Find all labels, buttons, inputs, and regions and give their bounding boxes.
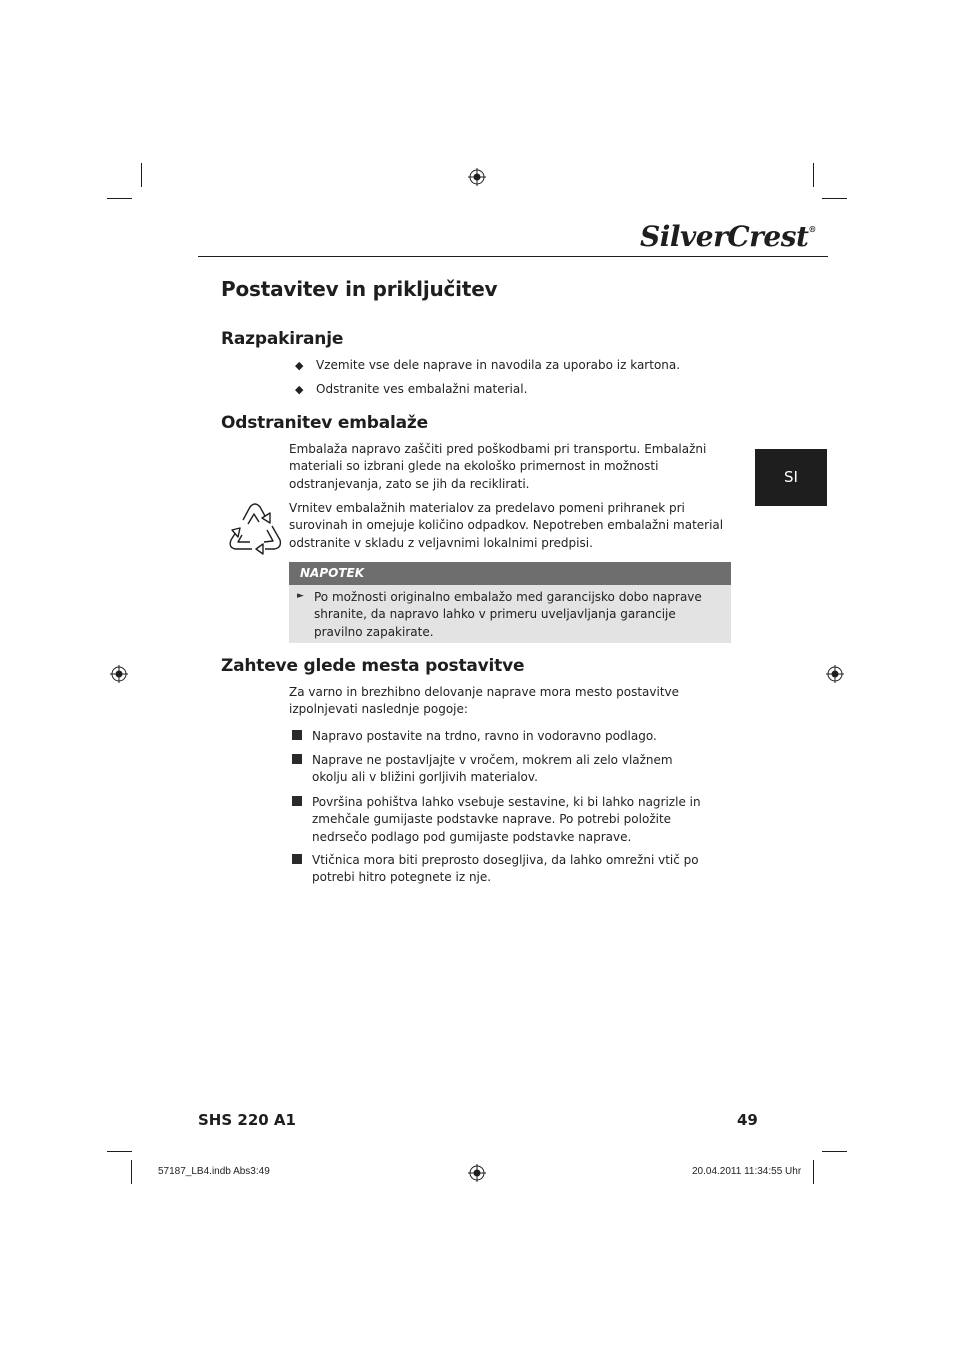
heading-unpacking: Razpakiranje [221,329,344,349]
arrow-bullet-icon: ► [297,591,304,601]
note-box [289,585,731,643]
crop-mark [131,1160,132,1184]
crop-mark [822,198,847,199]
crop-mark [813,1160,814,1184]
crop-mark [107,1151,132,1152]
square-bullet-icon [292,754,302,764]
recycle-icon [226,500,284,556]
diamond-bullet-icon: ◆ [295,383,304,396]
crop-mark [141,163,142,187]
diamond-bullet-icon: ◆ [295,359,304,372]
registration-mark-icon [110,665,128,683]
brand-logo: SilverCrest® [640,220,816,253]
language-tab: SI [755,449,827,506]
location-intro: Za varno in brezhibno delovanje naprave mora mesto postavitve izpolnjevati naslednje pogoje: [289,685,680,717]
list-item: Površina pohištva lahko vsebuje sestavine, ki bi lahko nagrizle in zmehčale gumijaste podstavke naprave. Po potrebi položite nedrsečo podlago pod gumijaste podstavke naprave. [292,794,727,846]
square-bullet-icon [292,854,302,864]
square-bullet-icon [292,796,302,806]
list-item: Vtičnica mora biti preprosto dosegljiva, da lahko omrežni vtič po potrebi hitro potegnete iz nje. [292,852,717,887]
note-text: Po možnosti originalno embalažo med garancijsko dobo naprave shranite, da napravo lahko v primeru uveljavljanja garancije pravilno zapakirate. [314,590,702,639]
registration-mark-icon [468,1164,486,1182]
slug-timestamp: 20.04.2011 11:34:55 Uhr [692,1166,802,1177]
crop-mark [822,1151,847,1152]
crop-mark [107,198,132,199]
page-number: 49 [737,1111,758,1129]
crop-mark [813,163,814,187]
list-item: Naprave ne postavljajte v vročem, mokrem ali zelo vlažnem okolju ali v bližini gorljivih materialov. [292,752,702,787]
square-bullet-icon [292,730,302,740]
list-item: ◆ Odstranite ves embalažni material. [295,382,528,396]
heading-packaging: Odstranitev embalaže [221,413,428,433]
page-title: Postavitev in priključitev [221,277,498,301]
heading-location: Zahteve glede mesta postavitve [221,656,525,676]
packaging-paragraph-1: Embalaža napravo zaščiti pred poškodbami pri transportu. Embalažni materiali so izbrani glede na ekološko primernost in možnosti odstranjevanja, zato se jih da reciklirati. [289,442,707,491]
list-item: Napravo postavite na trdno, ravno in vodoravno podlago. [292,728,727,745]
model-number: SHS 220 A1 [198,1111,296,1129]
slug-file: 57187_LB4.indb Abs3:49 [158,1166,270,1177]
registration-mark-icon [826,665,844,683]
note-header: NAPOTEK [289,562,731,585]
registration-mark-icon [468,168,486,186]
list-item: ◆ Vzemite vse dele naprave in navodila za uporabo iz kartona. [295,358,681,372]
packaging-paragraph-2: Vrnitev embalažnih materialov za predelavo pomeni prihranek pri surovinah in omejuje količino odpadkov. Nepotreben embalažni material odstranite v skladu z veljavnimi lokalnimi predpisi. [289,501,724,550]
header-rule [198,256,828,257]
